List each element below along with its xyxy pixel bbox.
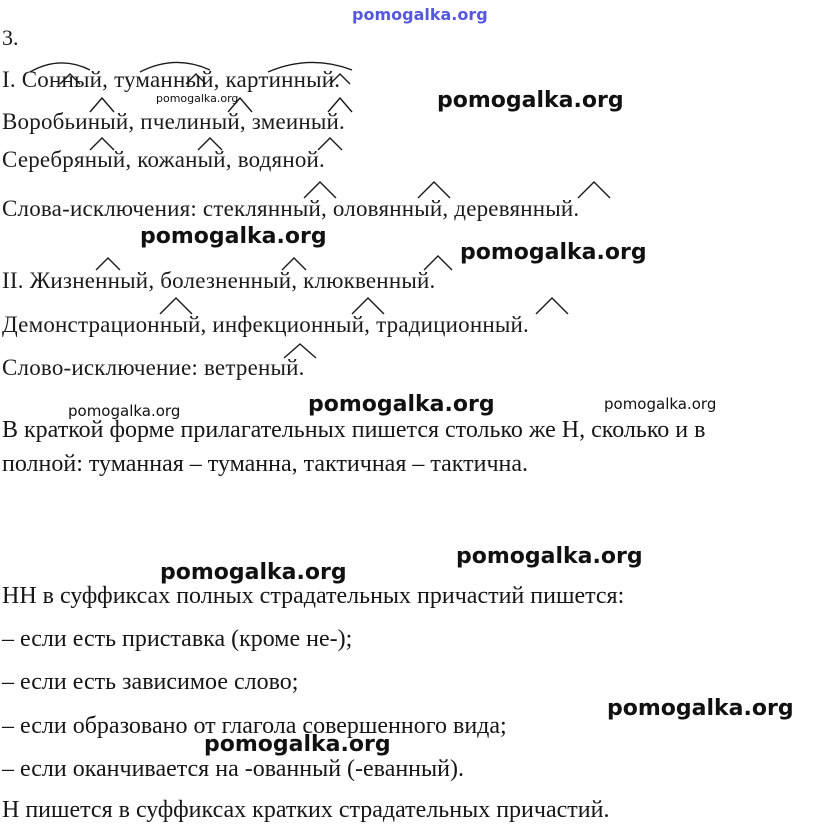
suffix-mark — [284, 344, 316, 358]
rule-item: – если образовано от глагола совершенного вида; — [2, 713, 507, 739]
exceptions-line-1: Слова-исключения: стеклянный, оловянный, деревянный. — [2, 196, 580, 221]
watermark: pomogalka.org — [456, 544, 643, 569]
adjective-line-2: Воробьиный, пчелиный, змеиный. — [2, 109, 346, 134]
suffix-mark — [330, 74, 350, 84]
suffix-mark — [186, 74, 206, 84]
suffix-mark — [424, 256, 452, 270]
suffix-mark — [90, 98, 114, 112]
suffix-mark — [198, 138, 222, 150]
adjective-line-3: Серебряный, кожаный, водяной. — [2, 147, 325, 172]
suffix-mark — [352, 298, 384, 314]
rule-item: – если есть зависимое слово; — [2, 669, 299, 695]
suffix-mark — [96, 258, 120, 270]
watermark: pomogalka.org — [156, 92, 239, 105]
suffix-mark — [318, 138, 342, 150]
suffix-mark — [536, 298, 568, 314]
suffix-mark — [304, 182, 336, 198]
suffix-mark — [578, 182, 610, 198]
watermark: pomogalka.org — [204, 732, 391, 757]
suffix-mark — [160, 298, 192, 314]
suffix-mark — [30, 63, 90, 72]
rule-item: – если есть приставка (кроме не-); — [2, 626, 353, 652]
nn-rules-heading: НН в суффиксах полных страдательных причастий пишется: — [2, 583, 625, 609]
suffix-mark — [60, 74, 80, 84]
suffix-mark — [140, 62, 210, 72]
suffix-mark — [268, 62, 352, 72]
watermark: pomogalka.org — [160, 560, 347, 585]
watermark: pomogalka.org — [68, 402, 181, 420]
watermark: pomogalka.org — [604, 395, 717, 413]
watermark: pomogalka.org — [607, 696, 794, 721]
watermark: pomogalka.org — [140, 224, 327, 249]
exceptions-line-2: Слово-исключение: ветреный. — [2, 355, 305, 380]
rule-item: – если оканчивается на -ованный (-еванный). — [2, 756, 464, 782]
adjective-line-1: I. Сонный, туманный, картинный. — [2, 67, 341, 92]
paragraph-short-form-line-2: полной: туманная – туманна, тактичная – тактична. — [2, 451, 529, 477]
watermark: pomogalka.org — [460, 240, 647, 265]
suffix-mark — [418, 182, 450, 198]
watermark: pomogalka.org — [437, 88, 624, 113]
last-rule: Н пишется в суффиксах кратких страдательных причастий. — [2, 797, 610, 823]
task-number: 3. — [2, 25, 19, 50]
adjective-line-6: Демонстрационный, инфекционный, традиционный. — [2, 312, 529, 337]
watermark-top: pomogalka.org — [352, 5, 488, 24]
suffix-mark — [90, 138, 114, 150]
adjective-line-5: II. Жизненный, болезненный, клюквенный. — [2, 268, 436, 293]
paragraph-short-form-line-1: В краткой форме прилагательных пишется столько же Н, сколько и в — [2, 417, 706, 443]
watermark: pomogalka.org — [308, 392, 495, 417]
suffix-mark — [282, 258, 306, 270]
suffix-mark — [328, 98, 352, 112]
suffix-marks — [0, 0, 821, 400]
